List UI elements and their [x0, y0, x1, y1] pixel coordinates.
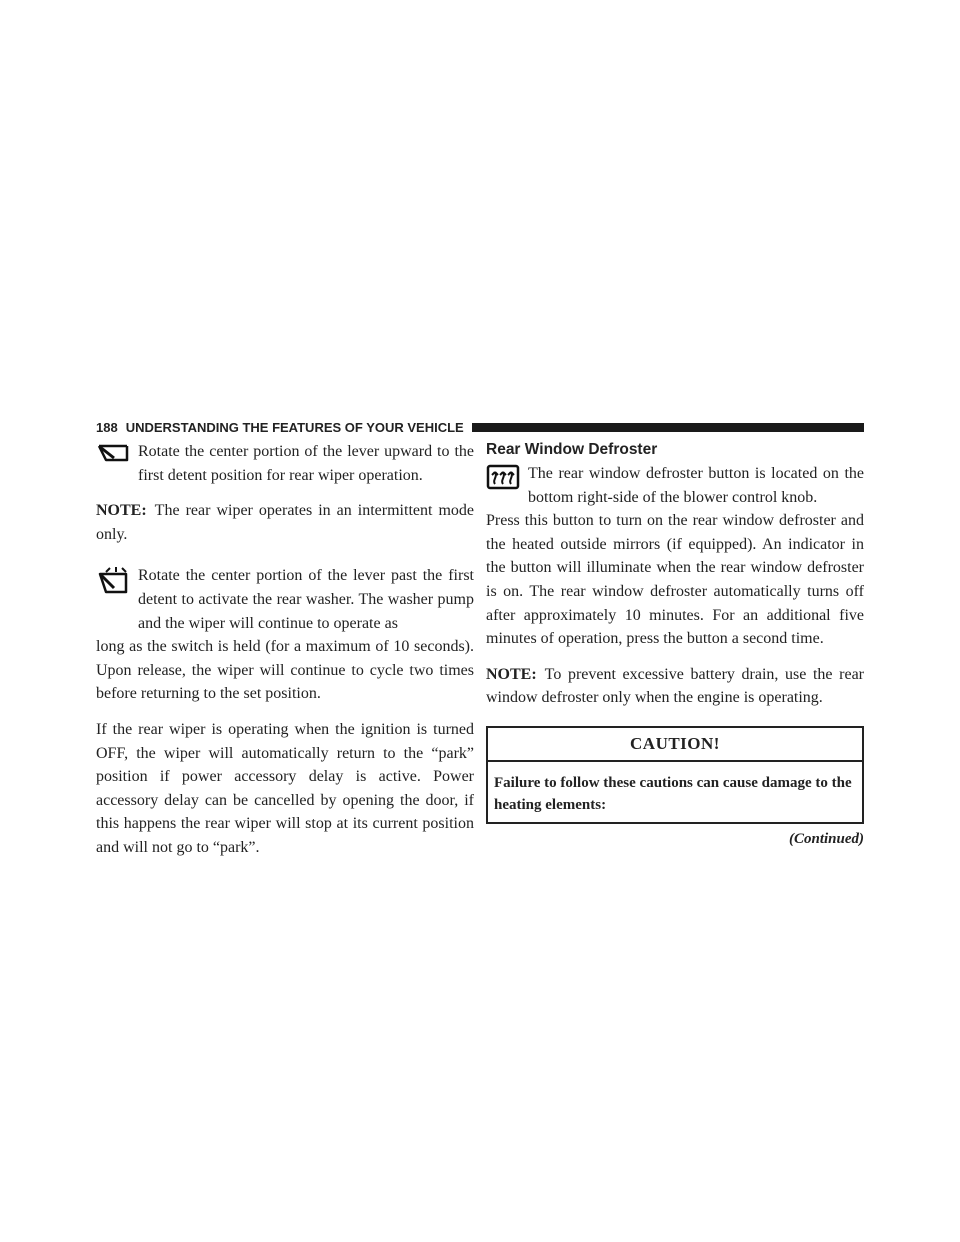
page-header	[96, 417, 864, 437]
caution-title: CAUTION!	[488, 728, 862, 762]
header-rule	[472, 423, 864, 432]
note-label: NOTE:	[486, 665, 537, 683]
continued-label: (Continued)	[788, 830, 864, 847]
section-heading: Rear Window Defroster	[486, 441, 658, 458]
defroster-paragraph: The rear window defroster button is located on the bottom right-side of the blower control knob.	[486, 462, 864, 509]
page-number: 188	[96, 419, 118, 435]
note-label: NOTE:	[96, 502, 147, 520]
section-title: UNDERSTANDING THE FEATURES OF YOUR VEHICLE	[125, 419, 464, 435]
left-column	[96, 440, 474, 872]
caution-text: Failure to follow these cautions can cause damage to the heating elements:	[494, 774, 852, 813]
rear-washer-icon	[96, 566, 130, 604]
rear-defrost-icon	[486, 464, 520, 498]
park-paragraph: If the rear wiper is operating when the ignition is turned OFF, the wiper will automatically return to the “park” position if power accessory delay is active. Power accessory delay can be cancelled by opening the door, if this happens the rear wiper will stop at its current position and will not go to “park”.	[96, 720, 474, 856]
rear-washer-continued: long as the switch is held (for a maximum of 10 seconds). Upon release, the wiper will continue to cycle two times before returning to the set position.	[96, 638, 474, 703]
rear-wiper-paragraph: Rotate the center portion of the lever upward to the first detent position for rear wiper operation.	[96, 440, 474, 487]
note-wiper: NOTE: The rear wiper operates in an intermittent mode only.	[96, 502, 474, 543]
rear-wiper-icon	[96, 442, 130, 474]
defroster-continued: Press this button to turn on the rear window defroster and the heated outside mirrors (if equipped). An indicator in the button will illuminate when the rear window defroster is on. The rear window defroster automatically turns off after approximately 10 minutes. For an additional five minutes of operation, press the button a second time.	[486, 512, 864, 648]
rear-washer-paragraph: Rotate the center portion of the lever past the first detent to activate the rear washer. The washer pump and the wiper will continue to operate as	[96, 564, 474, 635]
right-column	[486, 440, 864, 851]
caution-box	[486, 726, 864, 824]
note-defroster: NOTE: To prevent excessive battery drain, use the rear window defroster only when the engine is operating.	[486, 665, 864, 707]
